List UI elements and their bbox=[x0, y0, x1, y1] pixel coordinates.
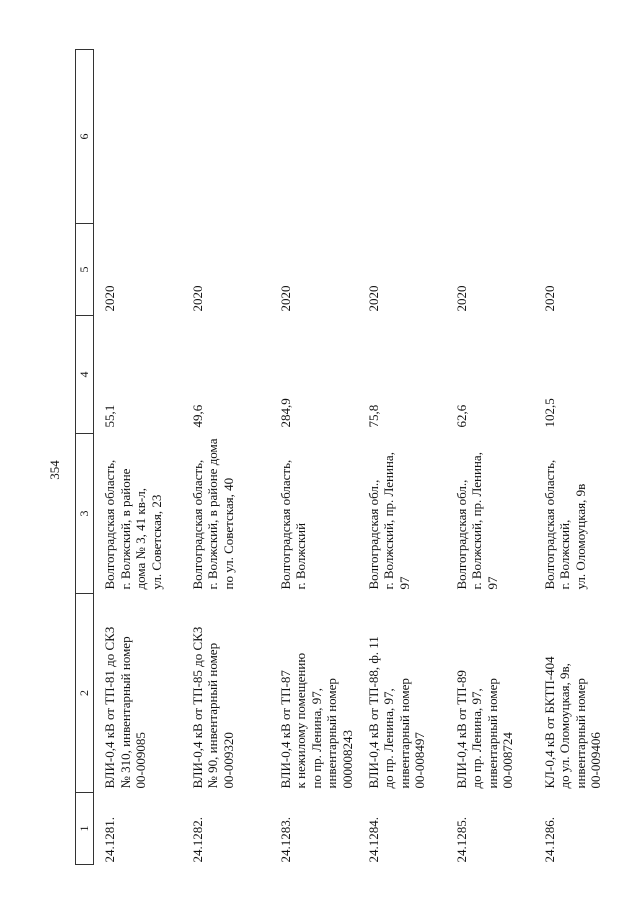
object-name: ВЛИ-0,4 кВ от ТП-88, ф. 11 до пр. Ленина, 97, инвентарный номер 00-008497 bbox=[365, 636, 427, 789]
table-row bbox=[94, 50, 182, 865]
row-number: 24.1284. bbox=[365, 817, 381, 863]
object-length: 75,8 bbox=[365, 404, 381, 428]
table-row bbox=[446, 50, 534, 865]
table-row bbox=[182, 50, 270, 865]
object-year: 2020 bbox=[189, 285, 205, 312]
object-address: Волгоградская область, г. Волжский, в районе дома № 3, 41 кв-л, ул. Советская, 23 bbox=[102, 459, 164, 590]
rotated-table bbox=[75, 50, 603, 865]
object-length: 62,6 bbox=[453, 404, 469, 428]
column-header-3: 3 bbox=[76, 434, 94, 594]
column-number-row bbox=[76, 50, 94, 865]
row-number: 24.1286. bbox=[541, 817, 557, 863]
table-row bbox=[270, 50, 358, 865]
object-length: 49,6 bbox=[189, 404, 205, 428]
table-container bbox=[75, 50, 603, 865]
object-name: ВЛИ-0,4 кВ от ТП-81 до СКЗ № 310, инвентарный номер 00-009085 bbox=[102, 626, 148, 789]
column-header-1: 1 bbox=[76, 793, 94, 865]
column-header-6: 6 bbox=[76, 50, 94, 224]
object-note bbox=[270, 50, 358, 224]
row-number: 24.1281. bbox=[102, 817, 117, 863]
object-note bbox=[182, 50, 270, 224]
object-year: 2020 bbox=[277, 285, 293, 312]
register-table bbox=[75, 49, 622, 865]
row-number: 24.1283. bbox=[277, 817, 293, 863]
object-note bbox=[358, 50, 446, 224]
column-header-2: 2 bbox=[76, 594, 94, 793]
object-note bbox=[446, 50, 534, 224]
object-length: 55,1 bbox=[102, 404, 117, 428]
page-number: 354 bbox=[47, 460, 62, 480]
row-number: 24.1285. bbox=[453, 817, 469, 863]
object-length: 284,9 bbox=[277, 398, 293, 428]
column-header-4: 4 bbox=[76, 316, 94, 434]
object-note bbox=[534, 50, 622, 224]
object-name: ВЛИ-0,4 кВ от ТП-87 к нежилому помещению по пр. Ленина, 97, инвентарный номер 000008243 bbox=[277, 652, 355, 789]
object-year: 2020 bbox=[102, 285, 117, 312]
object-name: ВЛИ-0,4 кВ от ТП-89 до пр. Ленина, 97, инвентарный номер 00-008724 bbox=[453, 670, 515, 789]
object-year: 2020 bbox=[453, 285, 469, 312]
object-address: Волгоградская область, г. Волжский, ул. Оломоуцкая, 9в bbox=[541, 459, 588, 590]
object-year: 2020 bbox=[365, 285, 381, 312]
object-address: Волгоградская область, г. Волжский, в районе дома по ул. Советская, 40 bbox=[189, 438, 236, 590]
object-address: Волгоградская обл., г. Волжский, пр. Ленина, 97 bbox=[365, 452, 412, 590]
object-length: 102,5 bbox=[541, 398, 557, 428]
object-address: Волгоградская обл., г. Волжский, пр. Ленина, 97 bbox=[453, 452, 500, 590]
column-header-5: 5 bbox=[76, 224, 94, 316]
row-number: 24.1282. bbox=[189, 817, 205, 863]
table-row bbox=[534, 50, 622, 865]
object-note bbox=[94, 50, 182, 224]
object-address: Волгоградская область, г. Волжский bbox=[277, 459, 308, 590]
object-year: 2020 bbox=[541, 285, 557, 312]
table-row bbox=[358, 50, 446, 865]
object-name: КЛ-0,4 кВ от БКТП-404 до ул. Оломоуцкая, 9в, инвентарный номер 00-009406 bbox=[541, 656, 603, 789]
object-name: ВЛИ-0,4 кВ от ТП-85 до СКЗ № 90, инвентарный номер 00-009320 bbox=[189, 626, 236, 789]
